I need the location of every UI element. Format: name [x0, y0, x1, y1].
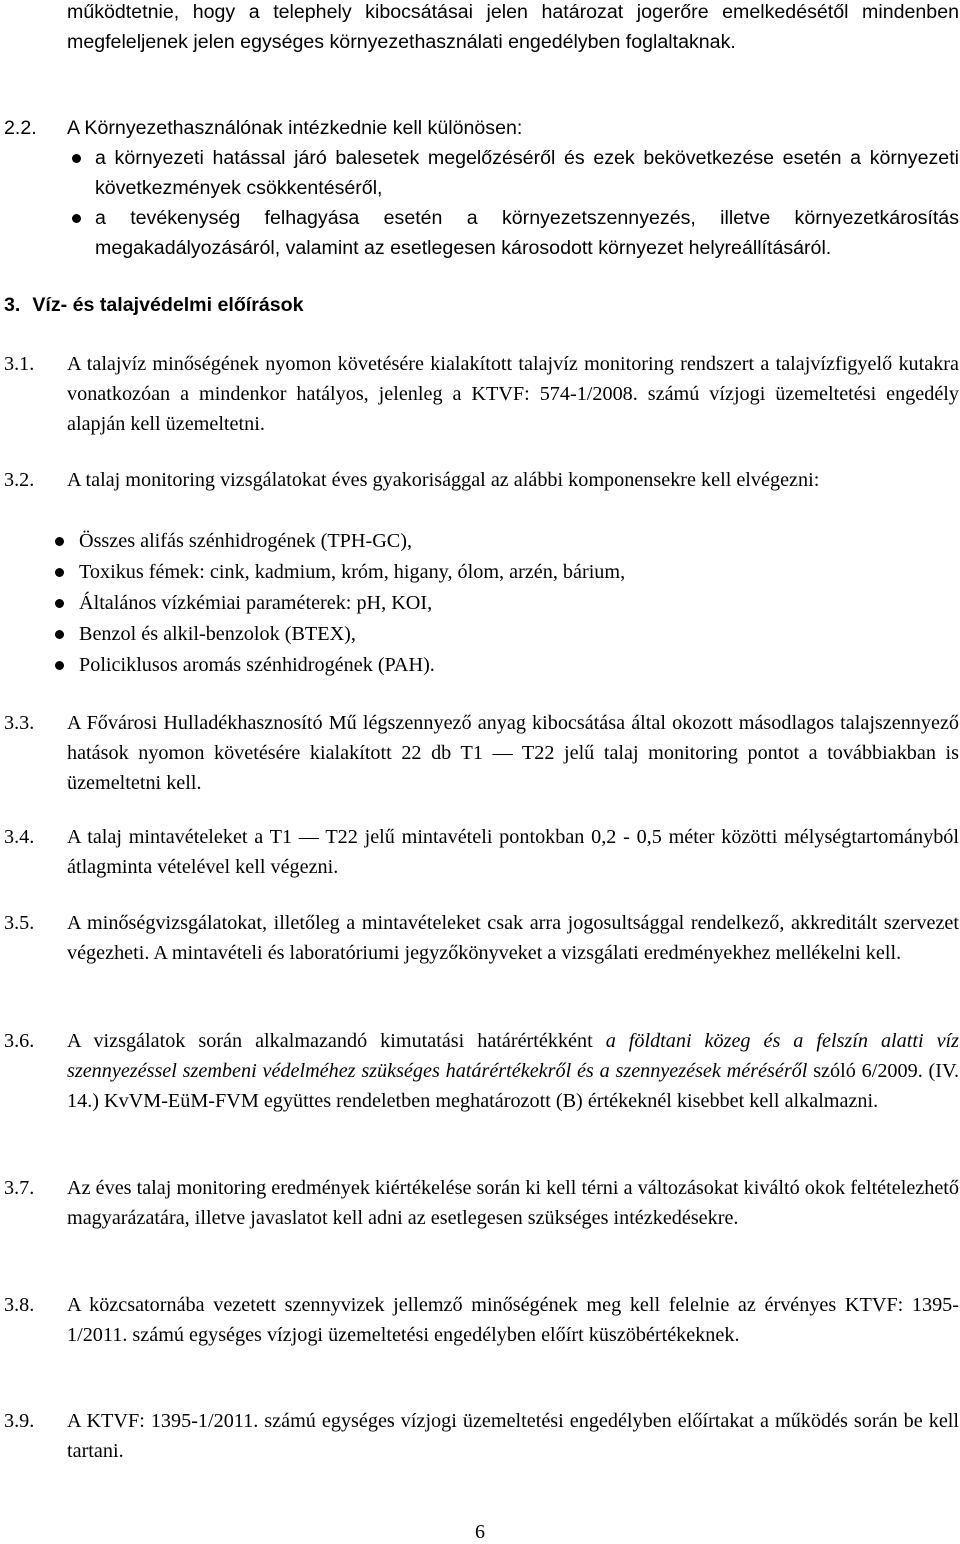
section-3-6-text-b: szóló 6/2009. (IV. 14.) KvVM-EüM-FVM együttes rendeletben meghatározott (B) értékeknél kisebbet kell alkalmazni. [67, 1060, 960, 1112]
list-item: Benzol és alkil-benzolok (BTEX), [79, 623, 356, 645]
heading-number: 3. [4, 294, 21, 316]
bullet-icon [55, 599, 64, 608]
list-item: Általános vízkémiai paraméterek: pH, KOI, [79, 592, 433, 614]
heading-title: Víz- és talajvédelmi előírások [32, 294, 304, 316]
section-heading-3 [4, 290, 304, 320]
section-number-3-4: 3.4. [4, 826, 35, 848]
list-item: Toxikus fémek: cink, kadmium, króm, higany, ólom, arzén, bárium, [79, 561, 626, 583]
section-3-6-text-a: A vizsgálatok során alkalmazandó kimutatási határértékként [67, 1030, 593, 1052]
section-3-7-text: Az éves talaj monitoring eredmények kiértékelése során ki kell térni a változásokat kiváltó okok feltételezhető magyarázatára, illetve javaslatot kell adni az esetlegesen szükséges intézkedésekre. [67, 1177, 959, 1229]
section-3-1-text: A talajvíz minőségének nyomon követésére kialakított talajvíz monitoring rendszert a talajvízfigyelő kutakra vonatkozóan a mindenkor hatályos, jelenleg a KTVF: 574-1/2008. számú vízjogi üzemeltetési engedély alapján kell üzemeltetni. [67, 353, 959, 435]
section-number-3-7: 3.7. [4, 1177, 35, 1199]
section-number-2-2: 2.2. [4, 117, 37, 139]
section-2-2-text: A Környezethasználónak intézkednie kell különösen: [67, 117, 523, 139]
regulation-title: a földtani közeg és a felszín alatti víz szennyezéssel szembeni védelméhez szükséges határértékekről és a szennyezések méréséről [67, 1030, 959, 1082]
bullet-icon [55, 568, 64, 577]
intro-paragraph: működtetnie, hogy a telephely kibocsátásai jelen határozat jogerőre emelkedésétől mindenben megfeleljenek jelen egységes környezethasználati engedélyben foglaltaknak. [67, 1, 959, 53]
section-3-9-text: A KTVF: 1395-1/2011. számú egységes vízjogi üzemeltetési engedélyben előírtakat a működés során be kell tartani. [67, 1410, 959, 1462]
list-item: Policiklusos aromás szénhidrogének (PAH). [79, 654, 435, 676]
section-number-3-3: 3.3. [4, 712, 35, 734]
section-3-5-text: A minőségvizsgálatokat, illetőleg a mintavételeket csak arra jogosultsággal rendelkező, akkreditált szervezet végezheti. A mintavételi és laboratóriumi jegyzőkönyveket a vizsgálati eredményekhez mellékelni kell. [67, 912, 959, 964]
section-number-3-2: 3.2. [4, 469, 35, 491]
list-item: Összes alifás szénhidrogének (TPH-GC), [79, 530, 413, 552]
section-3-6-text [67, 1026, 959, 1116]
section-3-8-text: A közcsatornába vezetett szennyvizek jellemző minőségének meg kell felelnie az érvényes KTVF: 1395-1/2011. számú egységes vízjogi üzemeltetési engedélyben előírt küszöbértékeknek. [67, 1294, 959, 1346]
bullet-icon [55, 630, 64, 639]
bullet-icon [55, 661, 64, 670]
section-3-4-text: A talaj mintavételeket a T1 — T22 jelű mintavételi pontokban 0,2 - 0,5 méter közötti mélységtartományból átlagminta vételével kell végezni. [67, 826, 959, 878]
list-item: a környezeti hatással járó balesetek megelőzéséről és ezek bekövetkezése esetén a környezeti következmények csökkentéséről, [95, 147, 959, 199]
section-number-3-6: 3.6. [4, 1030, 35, 1052]
bullet-icon [55, 537, 64, 546]
section-number-3-9: 3.9. [4, 1410, 35, 1432]
bullet-icon [72, 214, 81, 223]
section-number-3-8: 3.8. [4, 1294, 35, 1316]
bullet-icon [72, 154, 81, 163]
section-number-3-5: 3.5. [4, 912, 35, 934]
section-3-2-text: A talaj monitoring vizsgálatokat éves gyakorisággal az alábbi komponensekre kell elvégezni: [67, 469, 820, 491]
page-number: 6 [475, 1521, 485, 1543]
list-item: a tevékenység felhagyása esetén a környezetszennyezés, illetve környezetkárosítás megakadályozásáról, valamint az esetlegesen károsodott környezet helyreállításáról. [95, 207, 959, 259]
section-3-3-text: A Fővárosi Hulladékhasznosító Mű légszennyező anyag kibocsátása által okozott másodlagos talajszennyező hatások nyomon követésére kialakított 22 db T1 — T22 jelű talaj monitoring pontot a továbbiakban is üzemeltetni kell. [67, 712, 959, 794]
section-number-3-1: 3.1. [4, 353, 35, 375]
